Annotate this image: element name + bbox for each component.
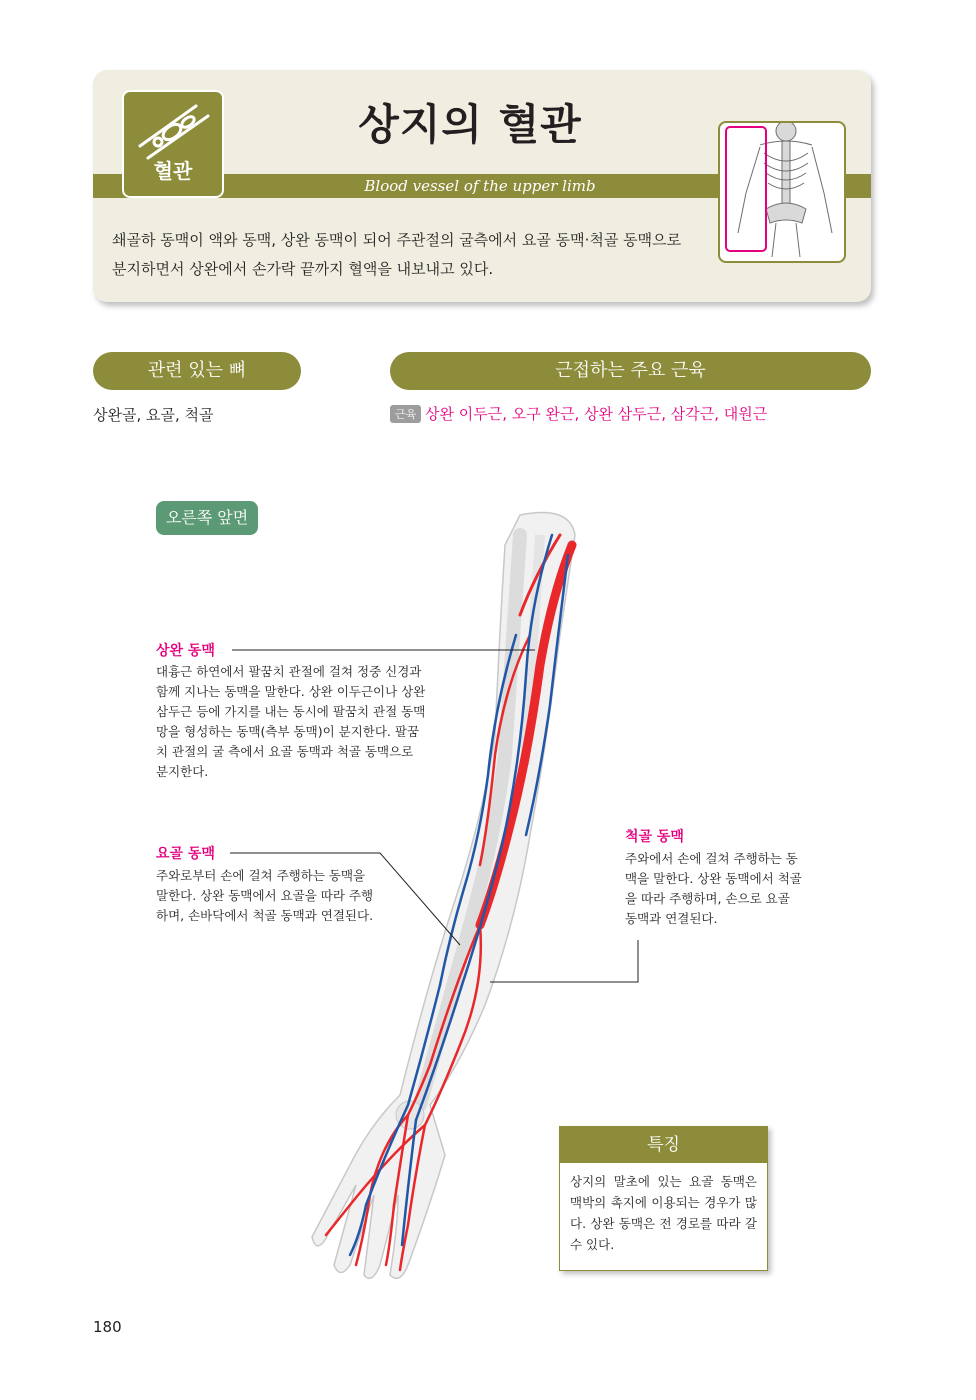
description-line: 동맥과 연결된다. <box>625 911 718 926</box>
description-line: 치 관절의 굴 측에서 요골 동맥과 척골 동맥으로 <box>156 744 414 759</box>
description-line: 주와에서 손에 걸쳐 주행하는 동 <box>625 851 798 866</box>
intro-line: 쇄골하 동맥이 액와 동맥, 상완 동맥이 되어 주관절의 굴측에서 요골 동맥·척골 동맥으로 <box>112 231 682 249</box>
description-line: 망을 형성하는 동맥(측부 동맥)이 분지한다. 팔꿈 <box>156 724 420 739</box>
description-line: 을 따라 주행하며, 손으로 요골 <box>625 891 790 906</box>
related-bones-text: 상완골, 요골, 척골 <box>93 406 214 424</box>
description-line: 분지한다. <box>156 764 209 779</box>
related-bones-heading: 관련 있는 뼈 <box>93 352 301 390</box>
view-label: 오른쪽 앞면 <box>156 501 258 535</box>
category-label: 혈관 <box>153 159 193 183</box>
description-line: 맥을 말한다. 상완 동맥에서 척골 <box>625 871 802 886</box>
feature-text: 상지의 말초에 있는 요골 동맥은 맥박의 촉지에 이용되는 경우가 많다. 상완 동맥은 전 경로를 따라 갈 수 있다. <box>570 1174 757 1252</box>
radial-artery-description <box>156 866 396 926</box>
brachial-artery-title: 상완 동맥 <box>156 643 215 659</box>
feature-box <box>559 1126 768 1271</box>
ulnar-artery-description <box>625 849 825 929</box>
intro-line: 분지하면서 상완에서 손가락 끝까지 혈액을 내보내고 있다. <box>112 260 494 278</box>
adjacent-muscles-heading: 근접하는 주요 근육 <box>390 352 871 390</box>
description-line: 함께 지나는 동맥을 말한다. 상완 이두근이나 상완 <box>156 684 426 699</box>
brachial-artery-description <box>156 662 446 782</box>
adjacent-muscles-text: 상완 이두근, 오구 완근, 상완 삼두근, 삼각근, 대원근 <box>425 405 768 423</box>
description-line: 대흉근 하연에서 팔꿈치 관절에 걸쳐 정중 신경과 <box>156 664 422 679</box>
description-line: 주와로부터 손에 걸쳐 주행하는 동맥을 <box>156 868 366 883</box>
ulnar-artery-title: 척골 동맥 <box>625 829 684 845</box>
description-line: 하며, 손바닥에서 척골 동맥과 연결된다. <box>156 908 374 923</box>
radial-artery-title: 요골 동맥 <box>156 846 215 862</box>
page-subtitle: Blood vessel of the upper limb <box>364 177 596 195</box>
description-line: 삼두근 등에 가지를 내는 동시에 팔꿈치 관절 동맥 <box>156 704 426 719</box>
page-number: 180 <box>93 1318 122 1336</box>
feature-heading: 특징 <box>560 1127 767 1163</box>
muscle-tag: 근육 <box>390 405 421 423</box>
page-title: 상지의 혈관 <box>358 100 582 149</box>
description-line: 말한다. 상완 동맥에서 요골을 따라 주행 <box>156 888 374 903</box>
